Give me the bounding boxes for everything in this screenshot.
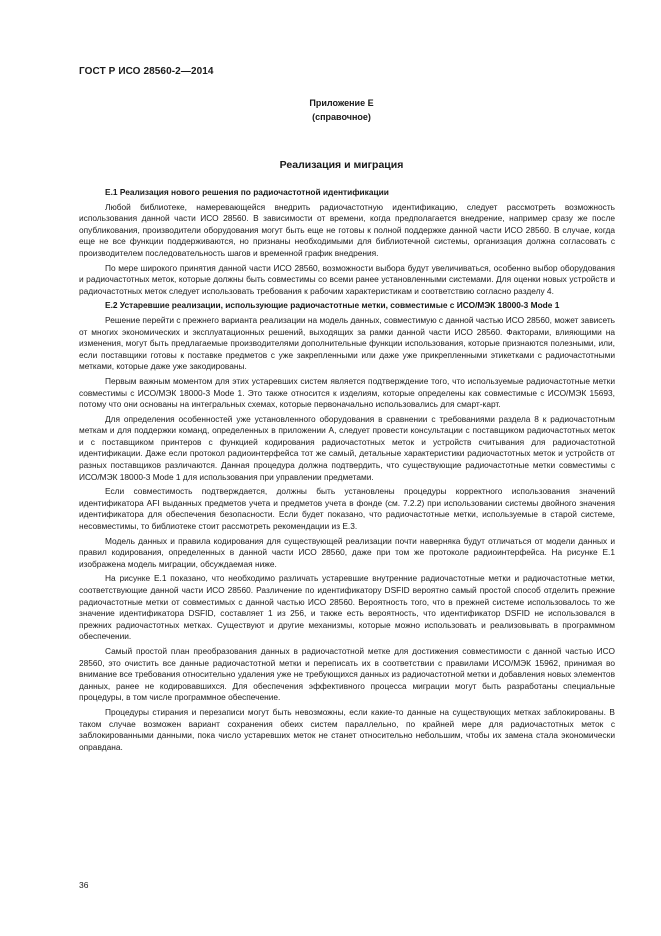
section-e1 — [79, 187, 615, 297]
appendix-label: Приложение Е — [309, 98, 374, 108]
paragraph: По мере широкого принятия данной части ИСО 28560, возможности выбора будут увеличиваться, особенно выбор оборудования и радиочастотных меток, которые должны быть совместимы со всеми ранее установленными системами. Для оценки новых устройств и радиочастотных меток следует использовать требования к рабочим характеристикам и соответствию согласно разделу 4. — [79, 262, 615, 296]
paragraph: Первым важным моментом для этих устаревших систем является подтверждение того, что используемые радиочастотные метки совместимы с ИСО/МЭК 18000-3 Mode 1. Это также относится к изделиям, которые определены как совместимые с ИСО/МЭК 15693, потому что они основаны на интегральных схемах, которые первоначально использовались для смарт-карт. — [79, 375, 615, 410]
paragraph: Для определения особенностей уже установленного оборудования в сравнении с требованиями раздела 8 к радиочастотным меткам и для поддержки команд, определенных в приложении А, следует провести консультации с поставщиком радиочастотных меток и с поставщиком принтеров с функцией кодирования радиочастотных меток и устройств считывания для радиочастотной идентификации. Даже если протокол радиоинтерфейса тот же самый, детальные характеристики радиочастотных меток и устройств от разных поставщиков различаются. Данная процедура должна подтвердить, что существующие радиочастотные метки совместимы с ИСО/МЭК 18000-3 Mode 1 для использования при управлении предметами. — [79, 413, 615, 482]
paragraph: Самый простой план преобразования данных в радиочастотной метке для достижения совместимости с данной частью ИСО 28560, это очистить все данные радиочастотной метки и переписать их в соответствии с правилами ИСО/МЭК 15962, принимая во внимание все требования относительно удаления уже не требующихся данных из радиочастотной метки и добавления новых элементов данных, ранее не кодировавшихся. Для обеспечения эффективного процесса миграции могут быть разработаны специальные процедуры, в том числе программное обеспечение. — [79, 645, 615, 703]
paragraph: Решение перейти с прежнего варианта реализации на модель данных, совместимую с данной частью ИСО 28560, может зависеть от многих экономических и эксплуатационных решений, выходящих за рамки данной части ИСО 28560. Факторами, влияющими на изменения, могут быть предлагаемые производителями дополнительные функции использования, которые признаются полезными, или, если поставщики готовы к поставке предметов с уже закрепленными или даже уже прикрепленными этикетками с радиочастотными метками, которые даже уже закодированы. — [79, 314, 615, 372]
section-heading: Е.2 Устаревшие реализации, использующие радиочастотные метки, совместимые с ИСО/МЭК 18000-3 Mode 1 — [105, 300, 560, 311]
paragraph: Процедуры стирания и перезаписи могут быть невозможны, если какие-то данные на существующих метках заблокированы. В таком случае возможен вариант сохранения обеих систем параллельно, по крайней мере для радиочастотных меток с заблокированными данными, пока число устаревших меток не станет относительно небольшим, чтобы их замена стала экономически оправдана. — [79, 706, 615, 752]
page-number: 36 — [79, 880, 89, 890]
paragraph: Если совместимость подтверждается, должны быть установлены процедуры корректного использования значений идентификатора AFI выданных предметов учета и предметов учета в фонде (см. 7.2.2) при использовании системы двойного значения идентификатора для обеспечения безопасности. Если будет показано, что радиочастотные метки, используемые в старой системе, несовместимы, то библиотеке стоит рассмотреть рекомендации из Е.3. — [79, 486, 615, 532]
paragraph: Модель данных и правила кодирования для существующей реализации почти наверняка будут отличаться от модели данных и правил кодирования, определенных в данной части ИСО 28560, даже при том же протоколе радиоинтерфейса. На рисунке Е.1 изображена модель миграции, обсуждаемая ниже. — [79, 535, 615, 569]
paragraph: На рисунке Е.1 показано, что необходимо различать устаревшие внутренние радиочастотные метки и радиочастотные метки, соответствующие данной части ИСО 28560. Различение по идентификатору DSFID вероятно самый простой способ отделить прежние радиочастотные метки от совместимых с данной частью ИСО 28560. Вероятность того, что в прежней системе использовалось то же значение идентификатора DSFID, составляет 1 из 256, и также есть вероятность, что идентификатор DSFID не использовался в прежних радиочастотных метках. Существуют и другие механизмы, которые можно использовать и реализовывать в программном обеспечении. — [79, 573, 615, 642]
document-body — [79, 187, 615, 756]
appendix-caption — [0, 96, 661, 124]
appendix-title: Реализация и миграция — [279, 159, 404, 171]
section-e2 — [79, 300, 615, 753]
section-heading: Е.1 Реализация нового решения по радиочастотной идентификации — [105, 187, 389, 197]
standard-code-header: ГОСТ Р ИСО 28560-2—2014 — [79, 66, 214, 77]
appendix-type: (справочное) — [312, 112, 371, 122]
paragraph: Любой библиотеке, намеревающейся внедрить радиочастотную идентификацию, следует рассмотреть возможность использования данной части ИСО 28560. В зависимости от времени, когда предполагается внедрение, например сразу же после опубликования, производители оборудования могут быть еще не готовы к полной поддержке данной части ИСО 28560. В случае, когда еще не все функции поддерживаются, но признаны необходимыми для библиотечной системы, организация должна согласовать с производителем последовательность шагов и временной график внедрения. — [79, 201, 615, 258]
